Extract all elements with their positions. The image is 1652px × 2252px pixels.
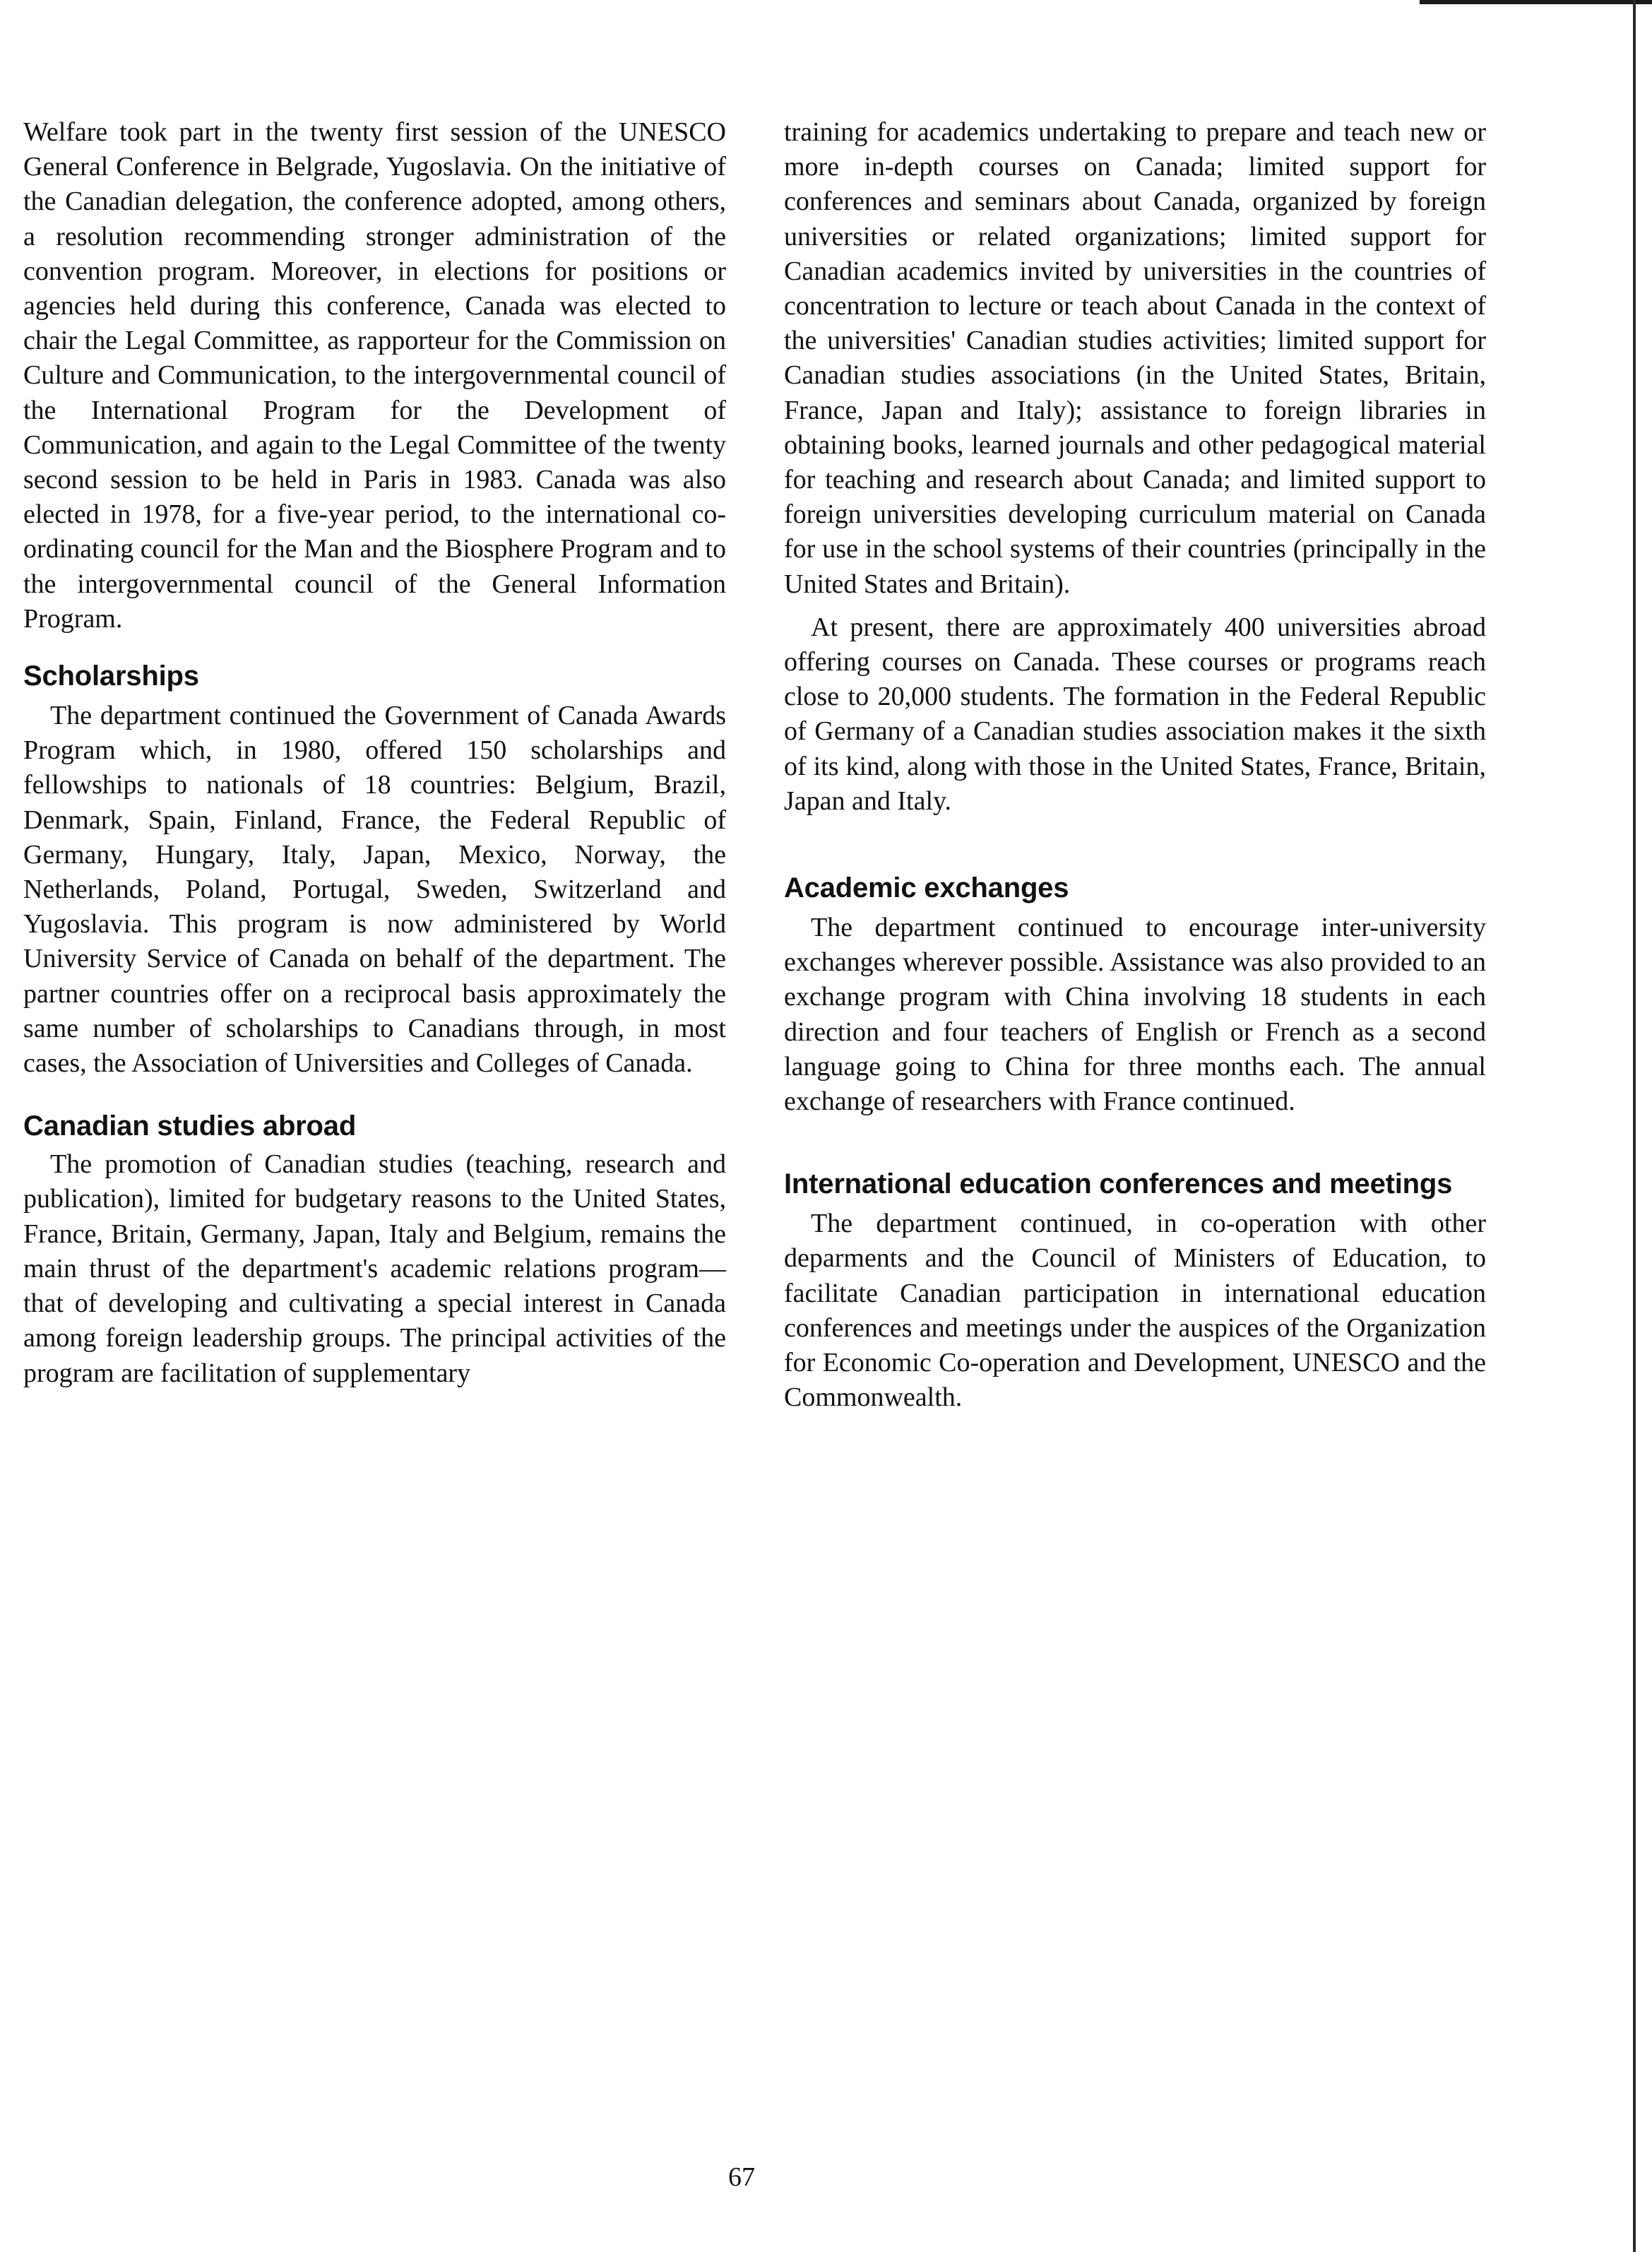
right-column bbox=[784, 115, 1486, 1416]
left-column bbox=[23, 115, 726, 1391]
scan-top-rule bbox=[1420, 0, 1652, 4]
scholarships-heading: Scholarships bbox=[23, 660, 199, 692]
canadian-studies-paragraph: The promotion of Canadian studies (teaching, research and publication), limited for budgetary reasons to the United States, France, Britain, Germany, Japan, Italy and Belgium, remains the main thrust of the department's academic relations program—that of developing and cultivating a special interest in Canada among foreign leadership groups. The principal activities of the program are facilitation of supplementary bbox=[23, 1149, 726, 1388]
scan-right-edge bbox=[1633, 0, 1636, 2252]
present-paragraph: At present, there are approximately 400 universities abroad offering courses on Canada. These courses or programs reach close to 20,000 students. The formation in the Federal Republic of Germany of a Canadian studies association makes it the sixth of its kind, along with those in the United States, France, Britain, Japan and Italy. bbox=[784, 612, 1486, 816]
canadian-studies-heading: Canadian studies abroad bbox=[23, 1110, 357, 1142]
continued-paragraph: training for academics undertaking to prepare and teach new or more in-depth courses on Canada; limited support for conferences and seminars about Canada, organized by foreign universities or related organizations; limited support for Canadian academics invited by universities in the countries of concentration to lecture or teach about Canada in the context of the universities' Canadian studies activities; limited support for Canadian studies associations (in the United States, Britain, France, Japan and Italy); assistance to foreign libraries in obtaining books, learned journals and other pedagogical material for teaching and research about Canada; and limited support to foreign universities developing curriculum material on Canada for use in the school systems of their countries (principally in the United States and Britain). bbox=[784, 117, 1486, 599]
scholarships-paragraph: The department continued the Government of Canada Awards Program which, in 1980, offered 150 scholarships and fellowships to nationals of 18 countries: Belgium, Brazil, Denmark, Spain, Finland, France, the Federal Republic of Germany, Hungary, Italy, Japan, Mexico, Norway, the Netherlands, Poland, Portugal, Sweden, Switzerland and Yugoslavia. This program is now administered by World University Service of Canada on behalf of the department. The partner countries offer on a reciprocal basis approximately the same number of scholarships to Canadians through, in most cases, the Association of Universities and Colleges of Canada. bbox=[23, 701, 726, 1079]
academic-exchanges-heading: Academic exchanges bbox=[784, 872, 1069, 904]
page-number: 67 bbox=[728, 2162, 755, 2192]
international-conferences-paragraph: The department continued, in co-operation with other deparments and the Council of Ministers of Education, to facilitate Canadian participation in international education conferences and meetings under the auspices of the Organization for Economic Co-operation and Development, UNESCO and the Commonwealth. bbox=[784, 1209, 1486, 1413]
academic-exchanges-paragraph: The department continued to encourage inter-university exchanges wherever possible. Assistance was also provided to an exchange program with China involving 18 students in each direction and four teachers of English or French as a second language going to China for three months each. The annual exchange of researchers with France continued. bbox=[784, 913, 1486, 1117]
international-conferences-heading: International education conferences and meetings bbox=[784, 1168, 1453, 1200]
intro-paragraph: Welfare took part in the twenty first session of the UNESCO General Conference in Belgrade, Yugoslavia. On the initiative of the Canadian delegation, the conference adopted, among others, a resolution recommending stronger administration of the convention program. Moreover, in elections for positions or agencies held during this conference, Canada was elected to chair the Legal Committee, as rapporteur for the Commission on Culture and Communication, to the intergovernmental council of the International Program for the Development of Communication, and again to the Legal Committee of the twenty second session to be held in Paris in 1983. Canada was also elected in 1978, for a five-year period, to the international co-ordinating council for the Man and the Biosphere Program and to the intergovernmental council of the General Information Program. bbox=[23, 117, 726, 634]
